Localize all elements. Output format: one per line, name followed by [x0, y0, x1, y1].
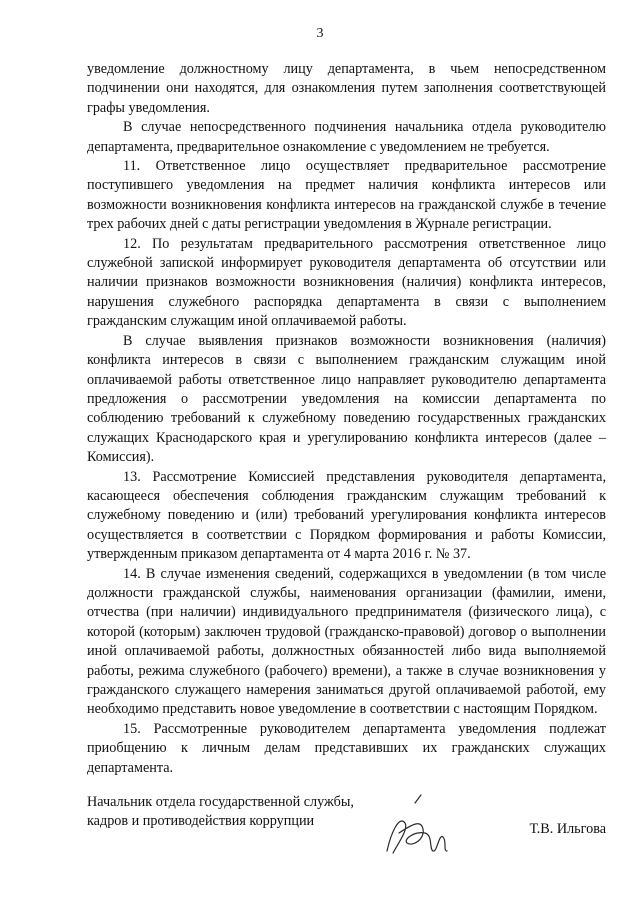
- signatory-position-line: Начальник отдела государственной службы,: [87, 794, 354, 810]
- signatory-name: Т.В. Ильгова: [529, 821, 606, 837]
- paragraph: 11. Ответственное лицо осуществляет предварительное рассмотрение поступившего уведомления на предмет наличия конфликта интересов или возможности возникновения конфликта интересов на гражданской службе в течение трех рабочих дней с даты регистрации уведомления в Журнале регистрации.: [87, 158, 606, 233]
- paragraph: В случае выявления признаков возможности возникновения (наличия) конфликта интересов в связи с выполнением гражданским служащим иной оплачиваемой работы ответственное лицо направляет руководителю департамента предложения о рассмотрении уведомления на комиссии департамента по соблюдению требований к служебному поведению государственных гражданских служащих Краснодарского края и урегулированию конфликта интересов (далее – Комиссия).: [87, 332, 606, 466]
- document-body: [87, 60, 606, 778]
- signatory-position: [87, 793, 354, 832]
- paragraph: 13. Рассмотрение Комиссией представления руководителя департамента, касающееся обеспечения соблюдения гражданским служащим требований к служебному поведению и (или) требований урегулирования конфликта интересов осуществляется в соответствии с Порядком формирования и работы Комиссии, утвержденным приказом департамента от 4 марта 2016 г. № 37.: [87, 468, 606, 563]
- paragraph: 15. Рассмотренные руководителем департамента уведомления подлежат приобщению к личным делам представивших их гражданских служащих департамента.: [87, 720, 606, 776]
- signature-block: [87, 793, 606, 873]
- paragraph: 12. По результатам предварительного рассмотрения ответственное лицо служебной запиской информирует руководителя департамента об отсутствии или наличии признаков возможности возникновения (наличия) конфликта интересов, нарушения служебного распорядка департамента в связи с выполнением гражданским служащим иной оплачиваемой работы.: [87, 235, 606, 330]
- page-number: 3: [316, 26, 324, 41]
- paragraph: В случае непосредственного подчинения начальника отдела руководителю департамента, предварительное ознакомление с уведомлением не требуется.: [87, 119, 606, 155]
- signatory-position-line: кадров и противодействия коррупции: [87, 813, 315, 830]
- paragraph: уведомление должностному лицу департамента, в чьем непосредственном подчинении они находятся, для ознакомления путем заполнения соответствующей графы уведомления.: [87, 61, 606, 116]
- paragraph: 14. В случае изменения сведений, содержащихся в уведомлении (в том числе должности гражданской службы, наименования организации (фамилии, имени, отчества (при наличии) индивидуального предпринимателя (физического лица), с которой (которым) заключен трудовой (гражданско-правовой) договор о выполнении иной оплачиваемой работы, должностных обязанностей либо вида выполняемой работы, режима служебного (рабочего) времени), а также в случае возникновения у гражданского служащего намерения заниматься другой оплачиваемой работой, ему необходимо представить новое уведомление в соответствии с настоящим Порядком.: [87, 565, 606, 718]
- handwritten-signature-icon: [377, 793, 457, 863]
